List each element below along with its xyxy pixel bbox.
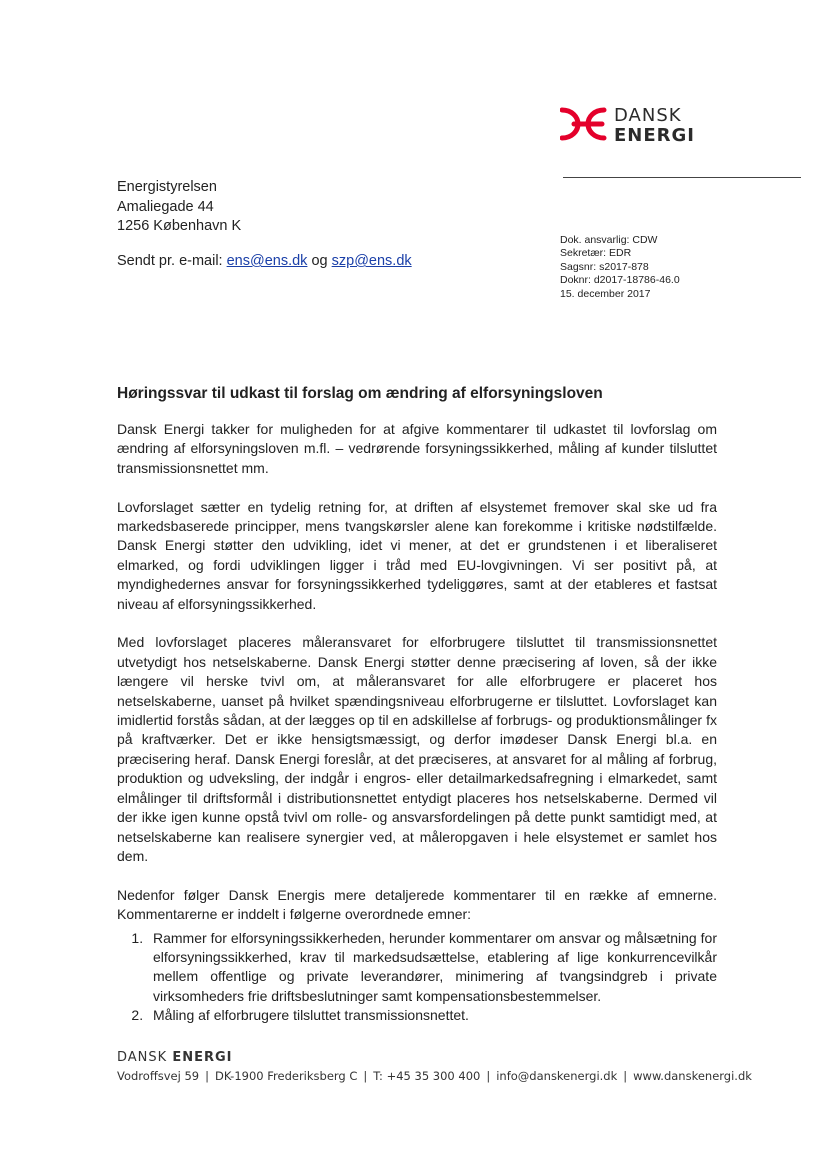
meta-responsible: Dok. ansvarlig: CDW (560, 234, 658, 246)
recipient-address (117, 178, 241, 237)
logo-line2: ENERGI (614, 125, 695, 146)
email-link-szp[interactable]: szp@ens.dk (331, 253, 412, 269)
recipient-street: Amaliegade 44 (117, 198, 214, 215)
footer-address: Vodroffsvej 59 (117, 1069, 200, 1083)
list-item: 2. Måling af elforbrugere tilsluttet transmissionsnettet. (147, 1006, 717, 1025)
meta-case-number: Sagsnr: s2017-878 (560, 260, 649, 273)
separator: | (363, 1069, 368, 1083)
document-heading: Høringssvar til udkast til forslag om ændring af elforsyningsloven (117, 385, 603, 402)
footer-phone: T: +45 35 300 400 (373, 1069, 481, 1083)
footer-brand-line2: ENERGI (172, 1050, 233, 1065)
dansk-energi-logo-icon (560, 104, 608, 144)
logo-wordmark (614, 106, 695, 146)
footer-email[interactable]: info@danskenergi.dk (496, 1069, 618, 1083)
footer-city: DK-1900 Frederiksberg C (214, 1069, 358, 1083)
dansk-energi-logo (560, 104, 710, 148)
sent-by-email-line (117, 253, 412, 269)
paragraph: Lovforslaget sætter en tydelig retning for, at driften af elsystemet fremover skal ske ud fra markedsbaserede principper, mens tvangskørsler alene kan forekomme i kritiske nødstilfælde. Dansk Energi støtter den udvikling, idet vi mener, at det er grundstenen i et liberaliseret elmarked, og fordi udviklingen ligger i tråd med EU-lovgivningen. Vi ser positivt på, at myndighedernes ansvar for forsyningssikkerhed tydeliggøres, samt at der etableres et fastsat niveau af elforsyningssikkerhed. (117, 498, 717, 612)
meta-date: 15. december 2017 (560, 287, 651, 300)
separator: | (205, 1069, 209, 1083)
sent-prefix: Sendt pr. e-mail: (117, 253, 223, 269)
header-divider (563, 177, 801, 178)
footer-website[interactable]: www.danskenergi.dk (633, 1069, 752, 1083)
document-body (117, 420, 717, 1026)
paragraph: Dansk Energi takker for muligheden for at afgive kommentarer til udkastet til lovforslag om ændring af elforsyningsloven m.fl. – vedrørende forsyningssikkerhed, måling af kunder tilsluttet transmissionsnettet mm. (117, 421, 717, 476)
recipient-city: 1256 København K (117, 218, 242, 234)
recipient-name: Energistyrelsen (117, 179, 217, 195)
logo-line1: DANSK (614, 105, 682, 126)
footer-brand (117, 1050, 752, 1065)
topics-list (117, 929, 717, 1026)
email-link-ens[interactable]: ens@ens.dk (226, 253, 308, 269)
meta-document-number: Doknr: d2017-18786-46.0 (560, 274, 680, 287)
separator: | (486, 1069, 491, 1083)
sent-conjunction: og (311, 253, 328, 269)
paragraph: Nedenfor følger Dansk Energis mere detaljerede kommentarer til en række af emnerne. Kommentarerne er inddelt i følgerne overordnede emner: (117, 886, 717, 923)
footer-contact (117, 1069, 752, 1083)
paragraph: Med lovforslaget placeres måleransvaret for elforbrugere tilsluttet til transmissionsnettet utvetydigt hos netselskaberne. Dansk Energi støtter denne præcisering af loven, så der ikke længere vil herske tvivl om, at måleransvaret for alle elforbrugere er placeret hos netselskaberne, uanset på hvilket spændingsniveau elforbrugerne er tilsluttet. Lovforslaget kan imidlertid forstås sådan, at der lægges op til en adskillelse af forbrugs- og produktionsmålinger fx på kraftværker. Det er ikke hensigtsmæssigt, og derfor imødeser Dansk Energi bl.a. en præcisering heraf. Dansk Energi foreslår, at det præciseres, at ansvaret for al måling af forbrug, produktion og udveksling, der indgår i engros- eller detailmarkedsafregning i elmarkedet, samt elmålinger til driftsformål i distributionsnettet entydigt placeres hos netselskaberne. Dermed vil der ikke igen kunne opstå tvivl om rolle- og ansvarsfordelingen på dette punkt samtidigt med, at netselskaberne kan realisere synergier ved, at måleropgaven i hele elsystemet er samlet hos dem. (117, 634, 717, 864)
meta-secretary: Sekretær: EDR (560, 247, 632, 260)
footer-brand-line1: DANSK (117, 1050, 168, 1065)
page-footer (117, 1050, 752, 1083)
separator: | (623, 1069, 628, 1083)
document-metadata (560, 234, 680, 301)
list-item: 1. Rammer for elforsyningssikkerheden, herunder kommentarer om ansvar og målsætning for elforsyningssikkerhed, krav til markedsudsættelse, etablering af lige konkurrencevilkår mellem offentlige og private leverandører, minimering af tvangsindgreb i private virksomheders frie driftsbeslutninger samt kompensationsbestemmelser. (147, 929, 717, 1007)
